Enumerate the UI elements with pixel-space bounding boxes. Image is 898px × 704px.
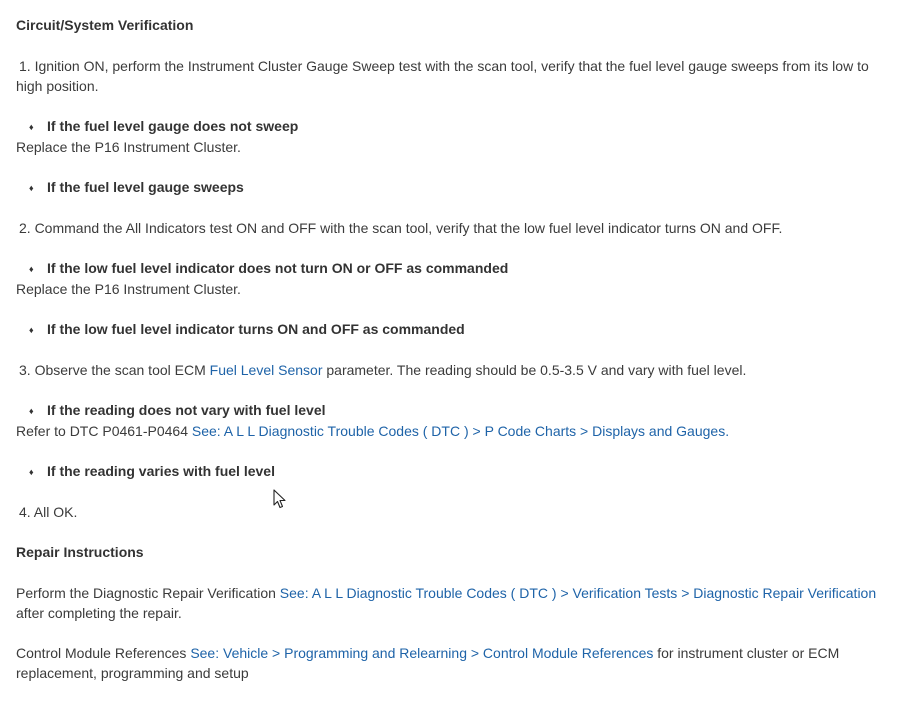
para-2-prefix: Control Module References	[16, 645, 191, 661]
step-2-branch-a-condition	[29, 258, 508, 279]
step-2-text	[16, 218, 782, 238]
diamond-bullet-icon: ♦	[29, 122, 34, 132]
condition-text: If the reading varies with fuel level	[47, 463, 275, 479]
step-2-body: 2. Command the All Indicators test ON and OFF with the scan tool, verify that the low fuel level indicator turns ON and OFF.	[19, 220, 783, 236]
diamond-bullet-icon: ♦	[29, 467, 34, 477]
step-1-branch-a-action: Replace the P16 Instrument Cluster.	[16, 139, 241, 155]
condition-text: If the low fuel level indicator turns ON and OFF as commanded	[47, 321, 465, 337]
step-3-branch-b-condition	[29, 461, 275, 482]
section-heading-circuit-verification: Circuit/System Verification	[16, 17, 194, 33]
section-heading-repair-instructions: Repair Instructions	[16, 544, 144, 560]
step-1-text	[16, 56, 886, 96]
step-1-body: 1. Ignition ON, perform the Instrument Cluster Gauge Sweep test with the scan tool, verify that the fuel level gauge sweeps from its low to high position.	[16, 58, 869, 94]
mouse-pointer-icon	[273, 489, 287, 509]
action-prefix: Refer to DTC P0461-P0464	[16, 423, 192, 439]
step-1-branch-b-condition	[29, 177, 244, 198]
diamond-bullet-icon: ♦	[29, 183, 34, 193]
condition-text: If the reading does not vary with fuel level	[47, 402, 326, 418]
step-3-text	[16, 360, 746, 380]
step-2-branch-b-condition	[29, 319, 465, 340]
control-module-references-link[interactable]: See: Vehicle > Programming and Relearning > Control Module References	[190, 645, 654, 661]
para-2-suffix: for instrument cluster or ECM replacement, programming and setup	[16, 645, 840, 681]
condition-text: If the fuel level gauge does not sweep	[47, 118, 299, 134]
displays-and-gauges-link[interactable]: See: A L L Diagnostic Trouble Codes ( DTC ) > P Code Charts > Displays and Gauges.	[191, 423, 730, 439]
step-3-suffix: parameter. The reading should be 0.5-3.5 V and vary with fuel level.	[322, 362, 747, 378]
step-3-prefix: 3. Observe the scan tool ECM	[19, 362, 210, 378]
condition-text: If the low fuel level indicator does not turn ON or OFF as commanded	[47, 260, 509, 276]
diamond-bullet-icon: ♦	[29, 325, 34, 335]
diagnostic-repair-verification-link[interactable]: See: A L L Diagnostic Trouble Codes ( DTC ) > Verification Tests > Diagnostic Repair Verification	[279, 585, 877, 601]
diamond-bullet-icon: ♦	[29, 406, 34, 416]
step-3-branch-a-condition	[29, 400, 326, 421]
step-4-text	[16, 502, 77, 522]
step-2-branch-a-action: Replace the P16 Instrument Cluster.	[16, 281, 241, 297]
step-1-branch-a-condition	[29, 116, 298, 137]
fuel-level-sensor-link[interactable]: Fuel Level Sensor	[209, 362, 323, 378]
diamond-bullet-icon: ♦	[29, 264, 34, 274]
repair-para-1	[16, 583, 886, 623]
para-1-prefix: Perform the Diagnostic Repair Verification	[16, 585, 280, 601]
repair-para-2	[16, 643, 886, 683]
para-1-suffix: after completing the repair.	[16, 605, 182, 621]
condition-text: If the fuel level gauge sweeps	[47, 179, 244, 195]
step-3-branch-a-action	[16, 421, 729, 441]
step-4-body: 4. All OK.	[19, 504, 78, 520]
